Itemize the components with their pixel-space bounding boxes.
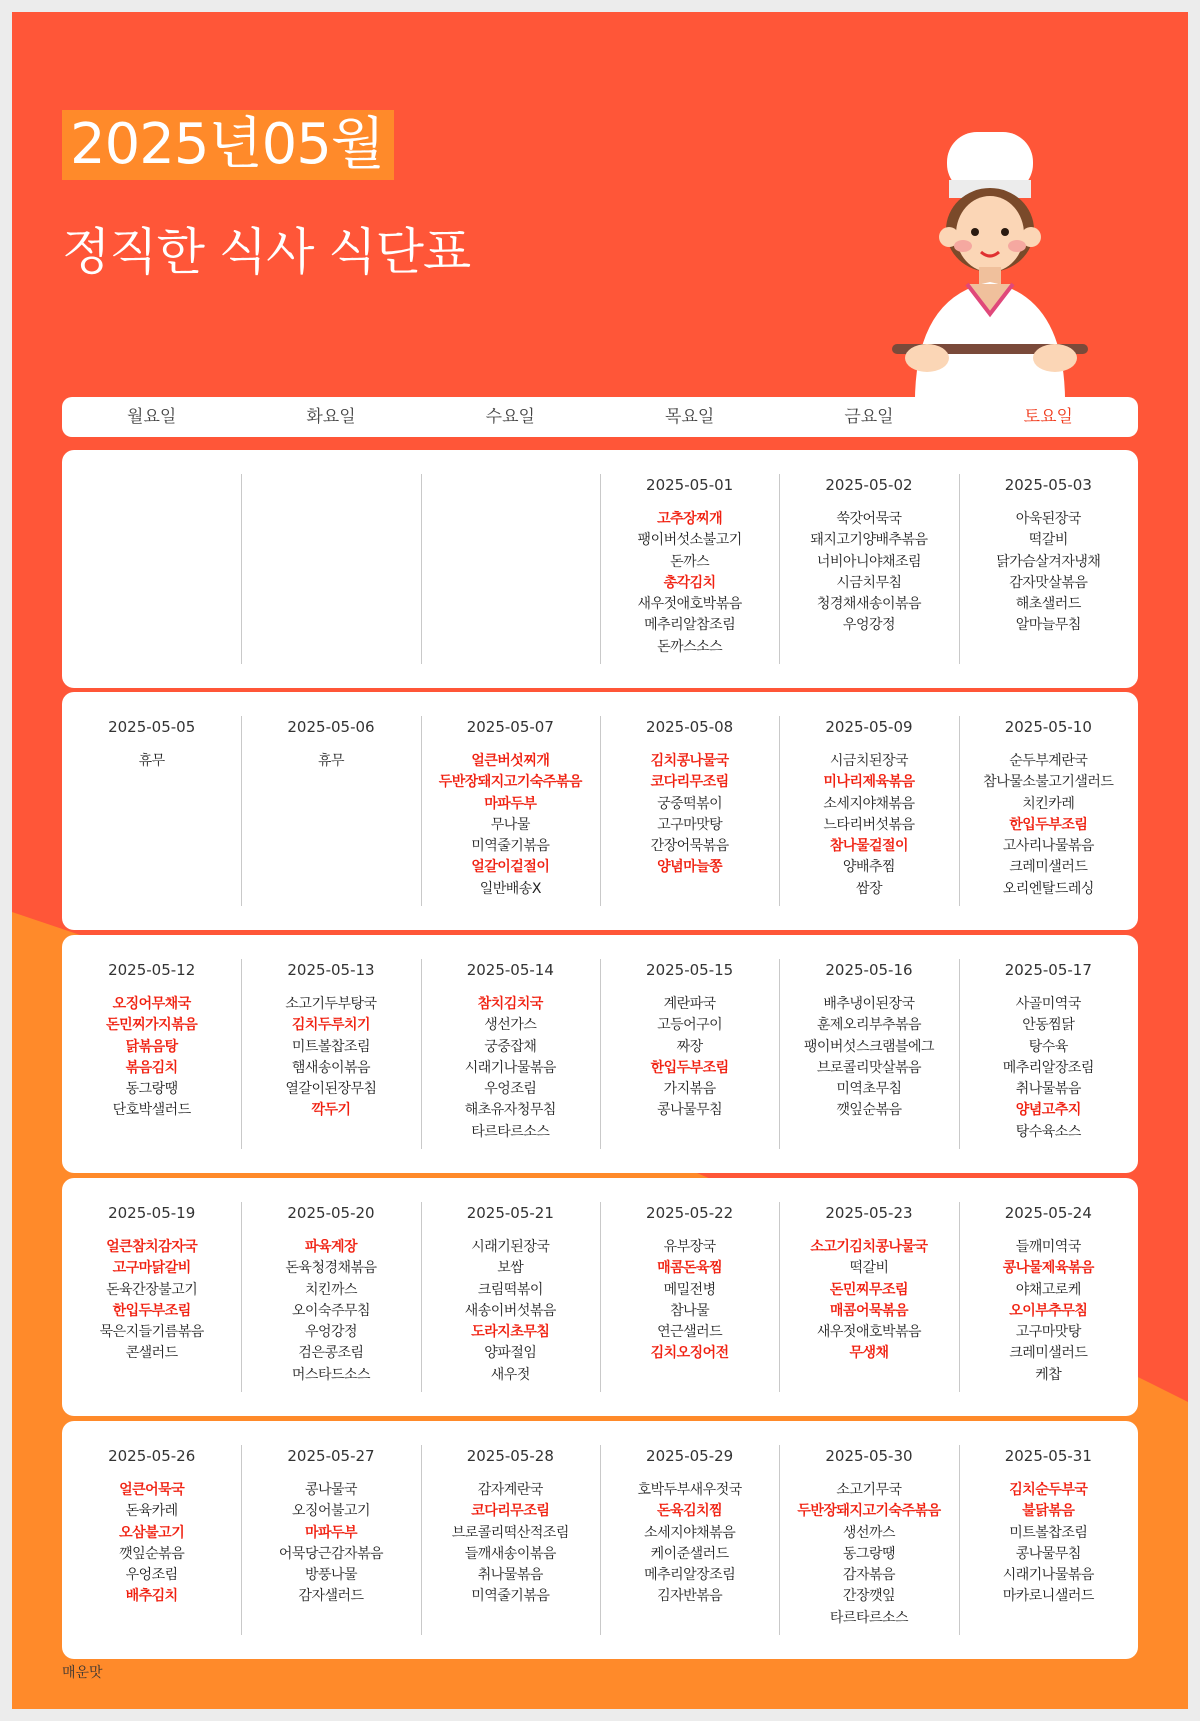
menu-item: 묵은지들기름볶음 xyxy=(99,1324,204,1341)
menu-item: 미트볼찹조림 xyxy=(1009,1524,1088,1541)
day-date: 2025-05-10 xyxy=(1004,718,1092,736)
menu-item-list xyxy=(779,1480,958,1629)
day-date: 2025-05-30 xyxy=(825,1447,913,1465)
menu-item: 새우젓 xyxy=(490,1366,530,1383)
menu-item-spicy: 돈육김치찜 xyxy=(657,1503,723,1520)
day-cell xyxy=(62,692,241,930)
menu-item: 돈육청경채볶음 xyxy=(285,1260,377,1277)
day-cell xyxy=(959,1178,1138,1416)
menu-item-list xyxy=(779,509,958,637)
menu-item: 크림떡볶이 xyxy=(477,1281,543,1298)
menu-item: 머스타드소스 xyxy=(291,1366,371,1383)
menu-item: 소세지야채볶음 xyxy=(644,1524,736,1541)
menu-item-list xyxy=(421,994,600,1143)
day-cell xyxy=(421,935,600,1173)
menu-item-spicy: 고추장찌개 xyxy=(657,511,723,527)
menu-item-list xyxy=(600,1480,779,1608)
menu-item-spicy: 김치콩나물국 xyxy=(650,753,729,769)
menu-item: 팽이버섯소불고기 xyxy=(637,532,742,549)
menu-item: 아욱된장국 xyxy=(1015,511,1081,527)
menu-item: 치킨까스 xyxy=(304,1281,358,1298)
menu-item: 감자맛살볶음 xyxy=(1009,574,1088,591)
menu-item: 새우젓애호박볶음 xyxy=(637,596,742,613)
menu-item-spicy: 돈민찌가지볶음 xyxy=(106,1017,198,1034)
menu-item: 고구마맛탕 xyxy=(1015,1324,1081,1341)
menu-item: 안동찜닭 xyxy=(1022,1017,1075,1034)
menu-item-spicy: 얼갈이겉절이 xyxy=(471,859,550,876)
menu-item-list xyxy=(779,994,958,1122)
menu-item: 훈제오리부추볶음 xyxy=(816,1017,922,1034)
weekday-mon: 월요일 xyxy=(127,407,177,427)
menu-item: 우엉강정 xyxy=(842,617,896,634)
day-date: 2025-05-20 xyxy=(287,1204,375,1222)
day-cell xyxy=(600,692,779,930)
day-date: 2025-05-31 xyxy=(1004,1447,1092,1465)
week-card xyxy=(62,1421,1138,1659)
day-cell xyxy=(62,935,241,1173)
weekday-header xyxy=(62,397,1138,437)
menu-item-spicy: 불닭볶음 xyxy=(1022,1503,1075,1520)
menu-item: 치킨카레 xyxy=(1022,795,1075,812)
menu-item: 돼지고기양배추볶음 xyxy=(810,532,928,549)
menu-item-spicy: 한입두부조림 xyxy=(112,1302,191,1319)
menu-item: 감자샐러드 xyxy=(298,1588,364,1605)
weekday-tue: 화요일 xyxy=(306,407,356,427)
menu-item: 우엉조림 xyxy=(125,1567,178,1584)
menu-item: 팽이버섯스크램블에그 xyxy=(803,1038,935,1055)
menu-item: 순두부계란국 xyxy=(1009,753,1088,769)
menu-item: 너비아니야채조림 xyxy=(816,553,922,570)
menu-item: 검은콩조림 xyxy=(298,1345,364,1362)
day-date: 2025-05-12 xyxy=(108,961,196,979)
menu-item: 돈육간장불고기 xyxy=(106,1281,198,1298)
menu-item-list xyxy=(600,751,779,879)
day-date: 2025-05-23 xyxy=(825,1204,913,1222)
menu-item: 사골미역국 xyxy=(1015,996,1081,1012)
menu-item: 취나물볶음 xyxy=(1015,1081,1081,1098)
menu-item-spicy: 소고기김치콩나물국 xyxy=(810,1239,928,1255)
menu-item: 타르타르소스 xyxy=(829,1609,909,1626)
menu-item-spicy: 얼큰어묵국 xyxy=(119,1482,185,1498)
menu-item-list xyxy=(600,1237,779,1365)
menu-item: 콩나물무침 xyxy=(1015,1545,1081,1562)
menu-item-spicy: 배추김치 xyxy=(125,1588,178,1605)
menu-item: 브로콜리떡산적조림 xyxy=(451,1524,569,1541)
menu-item-spicy: 두반장돼지고기숙주볶음 xyxy=(797,1503,941,1520)
weekday-sat: 토요일 xyxy=(1023,407,1073,427)
menu-sheet xyxy=(12,12,1188,1709)
day-cell xyxy=(62,1178,241,1416)
menu-item-spicy: 마파두부 xyxy=(304,1524,358,1541)
chef-icon xyxy=(887,122,1097,412)
menu-item: 해초샐러드 xyxy=(1015,596,1081,613)
week-card xyxy=(62,1178,1138,1416)
week-card xyxy=(62,450,1138,688)
menu-item: 떡갈비 xyxy=(1028,532,1068,549)
day-cell xyxy=(241,1421,420,1659)
menu-item: 생선까스 xyxy=(842,1524,896,1541)
menu-item-spicy: 미나리제육볶음 xyxy=(823,774,915,791)
day-date: 2025-05-07 xyxy=(466,718,554,736)
menu-item: 햄새송이볶음 xyxy=(291,1059,371,1076)
day-date: 2025-05-17 xyxy=(1004,961,1092,979)
menu-item-spicy: 볶음김치 xyxy=(125,1059,178,1076)
menu-item-spicy: 마파두부 xyxy=(484,795,537,812)
menu-item-spicy: 참치김치국 xyxy=(477,996,543,1012)
menu-item: 동그랑땡 xyxy=(842,1545,896,1562)
day-cell xyxy=(241,1178,420,1416)
menu-item: 시래기된장국 xyxy=(471,1239,550,1255)
menu-item-spicy: 파육계장 xyxy=(304,1239,358,1255)
day-date: 2025-05-01 xyxy=(646,476,734,494)
menu-item-list xyxy=(62,1480,241,1608)
menu-item-spicy: 한입두부조림 xyxy=(1009,816,1088,833)
menu-item: 고구마맛탕 xyxy=(657,816,723,833)
menu-item: 보쌈 xyxy=(497,1260,524,1277)
day-cell xyxy=(62,1421,241,1659)
menu-item-list xyxy=(241,1237,420,1386)
menu-item: 콘샐러드 xyxy=(125,1345,178,1362)
day-cell xyxy=(600,1421,779,1659)
menu-item: 궁중떡볶이 xyxy=(657,795,723,812)
menu-item: 연근샐러드 xyxy=(657,1324,723,1341)
day-date: 2025-05-16 xyxy=(825,961,913,979)
day-date: 2025-05-08 xyxy=(646,718,734,736)
day-date: 2025-05-22 xyxy=(646,1204,734,1222)
menu-item: 탕수육소스 xyxy=(1015,1123,1081,1140)
menu-item-spicy: 무생채 xyxy=(849,1345,889,1362)
day-cell xyxy=(600,935,779,1173)
menu-item: 돈까스소스 xyxy=(657,638,723,655)
menu-item: 고사리나물볶음 xyxy=(1002,838,1094,855)
menu-item-list xyxy=(779,751,958,900)
menu-item: 열갈이된장무침 xyxy=(285,1081,377,1098)
menu-item: 메추리알참조림 xyxy=(644,617,736,634)
menu-item: 유부장국 xyxy=(663,1239,716,1255)
menu-item: 콩나물국 xyxy=(304,1482,358,1498)
day-date: 2025-05-19 xyxy=(108,1204,196,1222)
menu-item: 미트볼찹조림 xyxy=(291,1038,371,1055)
menu-item-spicy: 고구마닭갈비 xyxy=(112,1260,191,1277)
menu-item-list xyxy=(62,751,241,772)
menu-item: 미역초무침 xyxy=(836,1081,902,1098)
day-cell xyxy=(779,935,958,1173)
menu-item: 소고기두부탕국 xyxy=(285,996,377,1012)
menu-item: 우엉강정 xyxy=(304,1324,358,1341)
week-card xyxy=(62,692,1138,930)
menu-item: 소세지야채볶음 xyxy=(823,795,915,812)
day-cell xyxy=(421,1421,600,1659)
menu-item: 새송이버섯볶음 xyxy=(464,1302,556,1319)
menu-item: 콩나물무침 xyxy=(657,1102,723,1119)
menu-item: 참나물 xyxy=(670,1302,710,1319)
day-date: 2025-05-05 xyxy=(108,718,196,736)
menu-item: 알마늘무침 xyxy=(1015,617,1081,634)
day-date: 2025-05-13 xyxy=(287,961,375,979)
day-cell xyxy=(241,450,420,688)
menu-item: 오징어불고기 xyxy=(291,1503,371,1520)
menu-item-spicy: 얼큰버섯찌개 xyxy=(471,753,550,769)
menu-item-list xyxy=(600,509,779,658)
menu-item: 메추리알장조림 xyxy=(644,1567,736,1584)
day-date: 2025-05-24 xyxy=(1004,1204,1092,1222)
menu-item: 마카로니샐러드 xyxy=(1002,1588,1094,1605)
menu-item: 닭가슴살겨자냉채 xyxy=(996,553,1101,570)
menu-item: 감자계란국 xyxy=(477,1482,543,1498)
menu-item: 휴무 xyxy=(317,753,345,769)
day-cell xyxy=(959,450,1138,688)
menu-item: 미역줄기볶음 xyxy=(471,838,550,855)
menu-item: 타르타르소스 xyxy=(471,1123,550,1140)
menu-item: 우엉조림 xyxy=(484,1081,537,1098)
menu-item: 시금치무침 xyxy=(836,574,902,591)
menu-item: 야채고로케 xyxy=(1015,1281,1081,1298)
menu-item: 생선가스 xyxy=(484,1017,537,1034)
menu-item: 미역줄기볶음 xyxy=(471,1588,550,1605)
menu-item-spicy: 깍두기 xyxy=(311,1102,351,1119)
menu-item: 쑥갓어묵국 xyxy=(836,511,902,527)
menu-item: 무나물 xyxy=(490,816,530,833)
menu-item: 양배추찜 xyxy=(842,859,896,876)
menu-item: 깻잎순볶음 xyxy=(119,1545,185,1562)
menu-item: 쌈장 xyxy=(855,880,882,897)
menu-item-spicy: 돈민찌무조림 xyxy=(829,1281,909,1298)
menu-item: 청경채새송이볶음 xyxy=(816,596,922,613)
menu-item: 양파절임 xyxy=(484,1345,537,1362)
day-date: 2025-05-09 xyxy=(825,718,913,736)
menu-item: 메밀전병 xyxy=(663,1281,716,1298)
day-cell xyxy=(600,450,779,688)
menu-item: 크레미샐러드 xyxy=(1009,859,1088,876)
day-cell xyxy=(241,692,420,930)
menu-item-list xyxy=(241,994,420,1122)
menu-item: 참나물소불고기샐러드 xyxy=(983,774,1114,791)
menu-item: 가지볶음 xyxy=(663,1081,716,1098)
menu-item-spicy: 총각김치 xyxy=(663,574,716,591)
menu-item: 케이준샐러드 xyxy=(650,1545,729,1562)
menu-item: 계란파국 xyxy=(663,996,716,1012)
menu-item-spicy: 얼큰참치감자국 xyxy=(106,1239,198,1255)
menu-item-list xyxy=(959,1237,1138,1386)
menu-item-list xyxy=(421,751,600,900)
day-cell xyxy=(421,450,600,688)
day-cell xyxy=(600,1178,779,1416)
menu-item-list xyxy=(241,1480,420,1608)
menu-item-list xyxy=(959,1480,1138,1608)
month-tag: 2025년05월 xyxy=(62,110,394,180)
menu-item: 새우젓애호박볶음 xyxy=(816,1324,922,1341)
menu-item-spicy: 양념마늘쫑 xyxy=(657,859,723,876)
day-cell xyxy=(779,1421,958,1659)
menu-item-spicy: 콩나물제육볶음 xyxy=(1002,1260,1094,1277)
menu-item-spicy: 양념고추지 xyxy=(1015,1102,1081,1119)
menu-item: 시래기나물볶음 xyxy=(1002,1567,1094,1584)
day-cell xyxy=(421,692,600,930)
menu-item: 궁중잡채 xyxy=(484,1038,537,1055)
menu-item: 느타리버섯볶음 xyxy=(823,816,915,833)
menu-item-spicy: 김치두루치기 xyxy=(291,1017,371,1034)
menu-item: 오리엔탈드레싱 xyxy=(1002,880,1094,897)
menu-item: 시금치된장국 xyxy=(829,753,909,769)
day-cell xyxy=(421,1178,600,1416)
day-cell xyxy=(779,450,958,688)
day-cell xyxy=(779,1178,958,1416)
weekday-fri: 금요일 xyxy=(844,407,894,427)
menu-item: 방풍나물 xyxy=(304,1567,358,1584)
day-date: 2025-05-15 xyxy=(646,961,734,979)
menu-item: 시래기나물볶음 xyxy=(464,1059,556,1076)
menu-item: 호박두부새우젓국 xyxy=(637,1482,742,1498)
week-card xyxy=(62,935,1138,1173)
menu-item-spicy: 코다리무조림 xyxy=(471,1503,550,1520)
menu-item-list xyxy=(62,1237,241,1365)
weekday-thu: 목요일 xyxy=(665,407,715,427)
menu-item-spicy: 오징어무채국 xyxy=(112,996,191,1012)
menu-item: 탕수육 xyxy=(1028,1038,1068,1055)
day-date: 2025-05-02 xyxy=(825,476,913,494)
legend-note: 매운맛 xyxy=(62,1665,103,1681)
menu-item: 동그랑땡 xyxy=(125,1081,178,1098)
menu-item: 감자볶음 xyxy=(842,1567,896,1584)
menu-item: 돈까스 xyxy=(670,553,710,570)
menu-item-spicy: 김치순두부국 xyxy=(1009,1482,1088,1498)
day-date: 2025-05-26 xyxy=(108,1447,196,1465)
menu-item: 깻잎순볶음 xyxy=(836,1102,902,1119)
day-cell xyxy=(779,692,958,930)
menu-item: 일반배송X xyxy=(479,880,541,897)
day-cell xyxy=(959,692,1138,930)
menu-item-spicy: 닭볶음탕 xyxy=(125,1038,178,1055)
day-date: 2025-05-21 xyxy=(466,1204,554,1222)
menu-item: 취나물볶음 xyxy=(477,1567,543,1584)
menu-item-list xyxy=(959,751,1138,900)
menu-item-spicy: 한입두부조림 xyxy=(650,1059,729,1076)
day-date: 2025-05-27 xyxy=(287,1447,375,1465)
menu-item-spicy: 매콤어묵볶음 xyxy=(829,1302,909,1319)
menu-item-spicy: 도라지초무침 xyxy=(471,1324,550,1341)
menu-item: 브로콜리맛살볶음 xyxy=(816,1059,922,1076)
menu-item-list xyxy=(600,994,779,1122)
menu-item: 들깨미역국 xyxy=(1015,1239,1081,1255)
menu-item: 휴무 xyxy=(138,753,165,769)
menu-item-spicy: 코다리무조림 xyxy=(650,774,729,791)
day-cell xyxy=(959,1421,1138,1659)
menu-item: 해초유자청무침 xyxy=(464,1102,556,1119)
day-date: 2025-05-06 xyxy=(287,718,375,736)
menu-item-list xyxy=(62,994,241,1122)
day-date: 2025-05-03 xyxy=(1004,476,1092,494)
menu-item: 들깨새송이볶음 xyxy=(464,1545,556,1562)
menu-item: 소고기무국 xyxy=(836,1482,902,1498)
day-cell xyxy=(959,935,1138,1173)
menu-item: 케찹 xyxy=(1035,1366,1062,1383)
menu-item: 오이숙주무침 xyxy=(291,1302,371,1319)
day-date: 2025-05-28 xyxy=(466,1447,554,1465)
menu-item-list xyxy=(241,751,420,772)
menu-item: 단호박샐러드 xyxy=(112,1102,191,1119)
menu-item-spicy: 참나물겉절이 xyxy=(829,838,909,855)
day-cell xyxy=(62,450,241,688)
menu-item-list xyxy=(959,509,1138,637)
menu-item: 떡갈비 xyxy=(849,1260,889,1277)
menu-item-list xyxy=(421,1237,600,1386)
menu-item: 김자반볶음 xyxy=(657,1588,723,1605)
menu-item: 어묵당근감자볶음 xyxy=(278,1545,384,1562)
menu-item-list xyxy=(779,1237,958,1365)
menu-item-spicy: 오삼불고기 xyxy=(119,1524,185,1541)
menu-item-spicy: 오이부추무침 xyxy=(1009,1302,1088,1319)
menu-item: 짜장 xyxy=(676,1038,703,1055)
page-title: 정직한 식사 식단표 xyxy=(62,223,471,281)
day-cell xyxy=(241,935,420,1173)
menu-item-list xyxy=(421,1480,600,1608)
menu-item: 돈육카레 xyxy=(125,1503,178,1520)
menu-item: 배추냉이된장국 xyxy=(823,996,915,1012)
day-date: 2025-05-29 xyxy=(646,1447,734,1465)
menu-item: 메추리알장조림 xyxy=(1002,1059,1094,1076)
day-date: 2025-05-14 xyxy=(466,961,554,979)
menu-item: 간장깻잎 xyxy=(842,1588,896,1605)
menu-item-list xyxy=(959,994,1138,1143)
menu-item: 고등어구이 xyxy=(657,1017,723,1034)
menu-item-spicy: 두반장돼지고기숙주볶음 xyxy=(438,774,582,791)
weekday-wed: 수요일 xyxy=(485,407,535,427)
menu-item-spicy: 매콤돈육찜 xyxy=(657,1260,723,1277)
menu-item: 크레미샐러드 xyxy=(1009,1345,1088,1362)
menu-item-spicy: 김치오징어전 xyxy=(650,1345,729,1362)
menu-item: 간장어묵볶음 xyxy=(650,838,729,855)
